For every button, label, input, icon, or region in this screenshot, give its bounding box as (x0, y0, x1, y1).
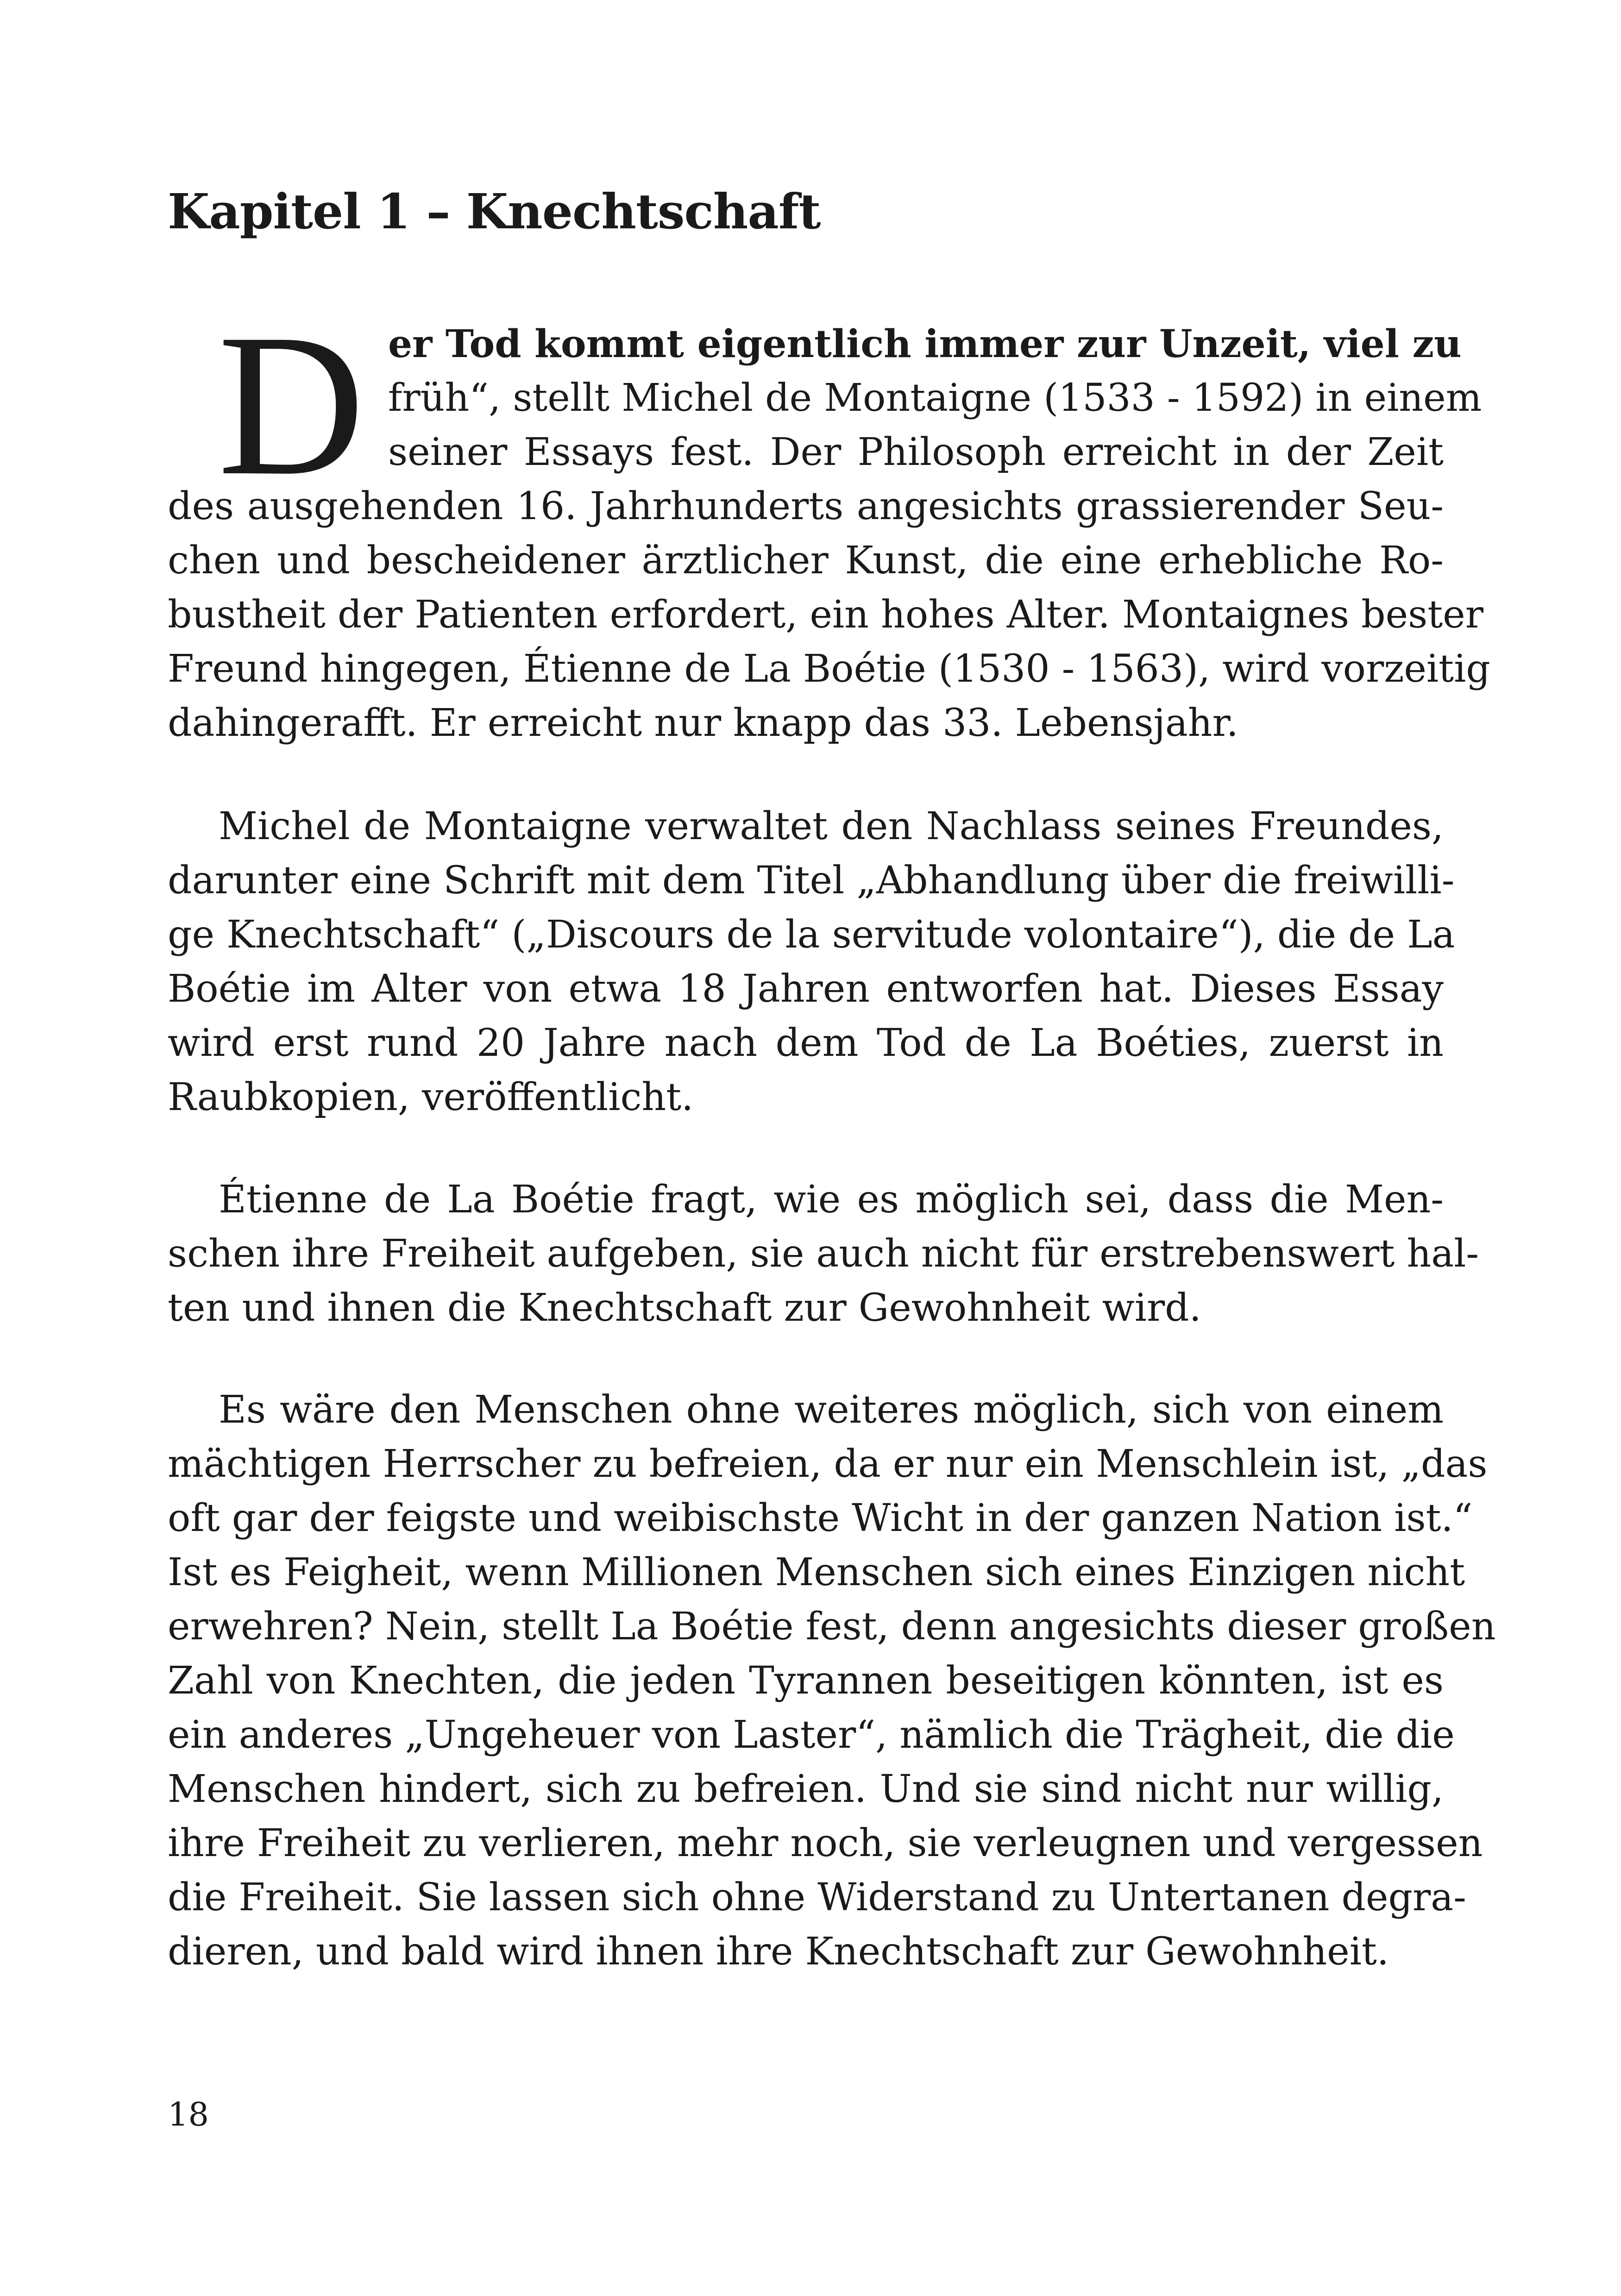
paragraph-2-line-6: Raubkopien, veröffentlicht. (168, 1075, 694, 1119)
paragraph-2-line-2: darunter eine Schrift mit dem Titel „Abhandlung über die freiwilli- (168, 859, 1455, 903)
paragraph-4-line-7: ein anderes „Ungeheuer von Laster“, nämlich die Trägheit, die die (168, 1713, 1455, 1757)
paragraph-1-line-6: bustheit der Patienten erfordert, ein hohes Alter. Montaignes bester (168, 593, 1483, 637)
paragraph-2-line-3: ge Knechtschaft“ („Discours de la servitude volontaire“), die de La (168, 913, 1455, 957)
paragraph-4-line-5: erwehren? Nein, stellt La Boétie fest, denn angesichts dieser großen (168, 1605, 1496, 1649)
page-number: 18 (168, 2095, 209, 2133)
paragraph-4-line-1: Es wäre den Menschen ohne weiteres möglich, sich von einem (219, 1388, 1444, 1432)
paragraph-1-line-8: dahingerafft. Er erreicht nur knapp das 33. Lebensjahr. (168, 701, 1238, 745)
paragraph-4-line-6: Zahl von Knechten, die jeden Tyrannen beseitigen könnten, ist es (168, 1659, 1444, 1703)
drop-cap: D (218, 292, 365, 518)
paragraph-1-line-2: früh“, stellt Michel de Montaigne (1533 - 1592) in einem (388, 376, 1482, 420)
paragraph-3-line-1: Étienne de La Boétie fragt, wie es möglich sei, dass die Men- (219, 1178, 1444, 1222)
paragraph-3-line-2: schen ihre Freiheit aufgeben, sie auch nicht für erstrebenswert hal- (168, 1232, 1479, 1276)
chapter-heading: Kapitel 1 – Knechtschaft (168, 183, 821, 240)
paragraph-2-line-1: Michel de Montaigne verwaltet den Nachlass seines Freundes, (219, 804, 1444, 848)
paragraph-1-line-4: des ausgehenden 16. Jahrhunderts angesichts grassierender Seu- (168, 484, 1444, 528)
paragraph-4-line-11: dieren, und bald wird ihnen ihre Knechtschaft zur Gewohnheit. (168, 1930, 1389, 1974)
paragraph-4-line-10: die Freiheit. Sie lassen sich ohne Widerstand zu Untertanen degra- (168, 1876, 1466, 1920)
paragraph-4-line-3: oft gar der feigste und weibischste Wicht in der ganzen Nation ist.“ (168, 1496, 1473, 1540)
paragraph-4-line-4: Ist es Feigheit, wenn Millionen Menschen sich eines Einzigen nicht (168, 1550, 1465, 1594)
paragraph-2-line-4: Boétie im Alter von etwa 18 Jahren entworfen hat. Dieses Essay (168, 967, 1444, 1011)
paragraph-3-line-3: ten und ihnen die Knechtschaft zur Gewohnheit wird. (168, 1286, 1201, 1330)
paragraph-1-line-7: Freund hingegen, Étienne de La Boétie (1530 - 1563), wird vorzeitig (168, 647, 1490, 691)
paragraph-4-line-9: ihre Freiheit zu verlieren, mehr noch, sie verleugnen und vergessen (168, 1821, 1483, 1865)
paragraph-4-line-8: Menschen hindert, sich zu befreien. Und sie sind nicht nur willig, (168, 1767, 1444, 1811)
paragraph-1-line-1: er Tod kommt eigentlich immer zur Unzeit, viel zu (388, 322, 1462, 366)
paragraph-4-line-2: mächtigen Herrscher zu befreien, da er nur ein Menschlein ist, „das (168, 1442, 1488, 1486)
paragraph-2-line-5: wird erst rund 20 Jahre nach dem Tod de La Boéties, zuerst in (168, 1021, 1444, 1065)
paragraph-1-line-5: chen und bescheidener ärztlicher Kunst, die eine erhebliche Ro- (168, 539, 1444, 583)
paragraph-1-line-3: seiner Essays fest. Der Philosoph erreicht in der Zeit (388, 430, 1444, 474)
